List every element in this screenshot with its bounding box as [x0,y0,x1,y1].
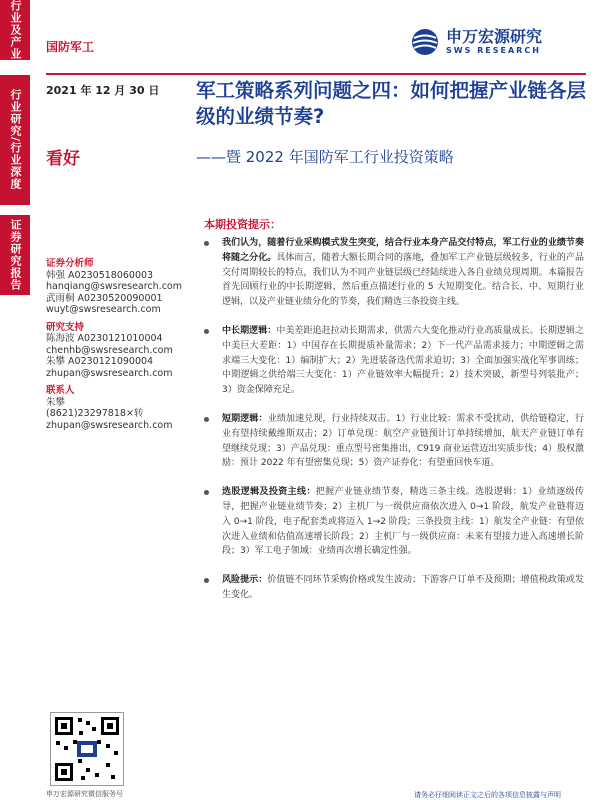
report-title: 军工策略系列问题之四：如何把握产业链各层级的业绩节奏? [196,79,587,128]
globe-logo-icon [410,27,440,57]
bullet-icon [204,578,209,583]
contact-phone: (8621)23297818×转 [46,408,144,419]
side-tab-securities-report-label: 证券研究报告 [9,219,22,291]
qr-code-icon[interactable] [50,712,124,786]
summary-point-lead: 短期逻辑： [222,413,268,424]
side-bar [0,0,30,800]
side-tab-industry [0,0,30,60]
analyst-name: 武雨桐 A0230520090001 [46,292,163,304]
support-name: 陈海波 A0230121010004 [46,333,163,344]
analyst-name: 韩强 A0230518060003 [46,269,154,281]
report-date: 2021 年 12 月 30 日 [46,84,160,97]
summary-point-lead: 中长期逻辑： [222,325,277,336]
report-subtitle: ——暨 2022 年国防军工行业投资策略 [196,148,454,166]
side-tab-research-depth [0,75,30,205]
summary-point-lead: 选股逻辑及投资主线： [222,487,316,498]
summary-point [204,573,584,603]
bullet-icon [204,241,209,246]
summary-point [204,324,584,398]
analyst-role-heading: 证券分析师 [46,258,94,269]
analyst-email: hanqiang@swsresearch.com [46,281,182,292]
header-divider [46,73,586,75]
summary-points [204,236,584,617]
summary-point-body: 把握产业链业绩节奏，精选三条主线。选股逻辑：1）业绩逐级传导，把握产业链业绩节奏；2）主机厂与一级供应商依次进入 0→1 阶段，航发产业链将迈入 0→1 阶段，电子配套类或将迈入 1→2 阶段；三条投资主线：1）航发全产业链：有望依次进入业绩和估值高速增长阶段；2）主机厂与一级供应商：未来有望接力进入高速增长阶段；3）军工电子领域：业绩再次增长确定性强。 [222,487,584,557]
disclaimer-note: 请务必仔细阅读正文之后的各项信息披露与声明 [414,791,561,799]
support-name: 朱攀 A0230121090004 [46,356,154,367]
sector-label: 国防军工 [46,40,95,54]
summary-point-body: 中美差距追赶拉动长期需求，供需六大变化推动行业高质量成长。长期逻辑之中美巨大差距：1）中国存在长期提质补量需求；2）下一代产品需求接力；中期逻辑之需求端三大变化：1）编制扩大；2）先进装备迭代需求迫切；3）全面加强实战化军事训练；中期逻辑之供给端三大变化：1）产业链效率大幅提升；2）技术突破，新型号列装批产；3）资金保障充足。 [222,325,584,396]
rating: 看好 [46,149,80,169]
support-email: chenhb@swsresearch.com [46,344,173,356]
support-role-heading: 研究支持 [46,321,85,333]
contact-name: 朱攀 [46,396,66,408]
summary-point-lead: 我们认为，随着行业采购模式发生突变，结合行业本身产品交付特点，军工行业的业绩节奏将随之分化。 [222,238,584,263]
contact-email: zhupan@swsresearch.com [46,419,173,431]
bullet-icon [204,417,209,422]
analyst-email: wuyt@swsresearch.com [46,304,161,315]
summary-point-body: 价值链不同环节采购价格或发生波动；下游客户订单不及预期；增值税政策或发生变化。 [222,575,584,600]
bullet-icon [204,329,209,334]
side-tab-securities-report [0,215,30,295]
support-email: zhupan@swsresearch.com [46,367,173,379]
qr-caption: 申万宏源研究微信服务号 [46,790,123,798]
summary-point-lead: 风险提示： [222,575,268,586]
side-tab-research-depth-label: 行业研究/行业深度 [9,89,22,191]
summary-point [204,412,584,471]
contact-role-heading: 联系人 [46,385,75,396]
summary-point-body: 具体而言，随着大额长期合同的落地，叠加军工产业链层级较多，行业的产品交付周期较长的特点，我们认为不同产业链层级已经陆续进入各自业绩兑现周期。本篇报告首先回顾行业的中长期逻辑，然后重点描述行业的 5 大短期变化。结合长、中、短期行业逻辑，以及产业链业绩分化的节奏，我们精选三条投资主线。 [222,252,584,308]
summary-point [204,485,584,559]
summary-point-body: 业绩加速兑现，行业持续双击。1）行业比较：需求不受扰动，供给链稳定，行业有望持续戴维斯双击；2）订单兑现：航空产业链预计订单持续增加，航天产业链订单有望继续兑现；3）产品兑现：重点型号密集推出，C919 商业运营迈出实质步伐；4）股权激励：预计 2022 年有望密集兑现；5）资产证券化：有望重回快车道。 [222,413,584,469]
bullet-icon [204,490,209,495]
summary-heading: 本期投资提示： [204,218,281,231]
logo-english-text: SWS RESEARCH [446,46,541,55]
analyst-panel [46,258,186,431]
company-logo [410,27,542,57]
summary-point [204,236,584,310]
logo-chinese-text: 申万宏源研究 [446,27,543,46]
side-tab-industry-label: 行业及产业 [9,0,22,60]
